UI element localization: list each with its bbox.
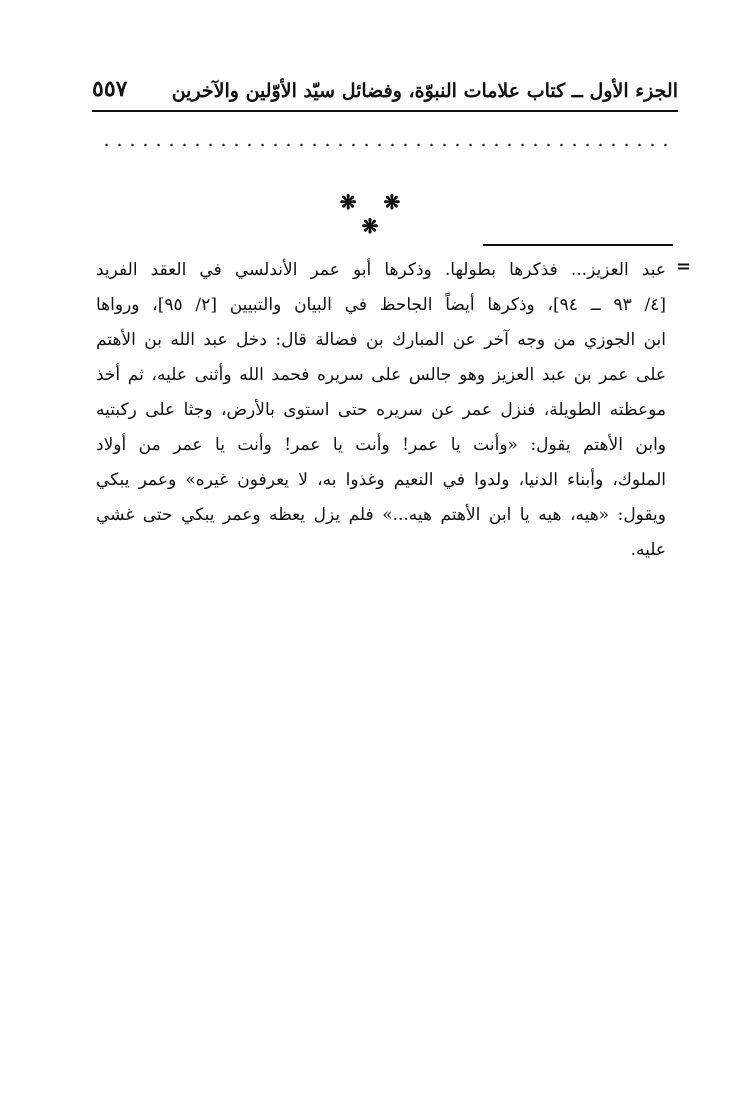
page-number: ٥٥٧ <box>92 76 128 102</box>
dotted-divider <box>100 143 672 147</box>
footnote-line-4: على عمر بن عبد العزيز وهو جالس على سريره فحمد الله وأثنى عليه، ثم أخذ <box>96 365 666 385</box>
footnote-line-9: عليه. <box>630 540 666 560</box>
footnote-line-7: الملوك، وأبناء الدنيا، ولدوا في النعيم وغذوا به، لا يعرفون غيره» وعمر يبكي <box>96 470 666 490</box>
page-header <box>92 70 678 112</box>
footnote-line-5: موعظته الطويلة، فنزل عمر عن سريره حتى استوى بالأرض، وجثا على ركبتيه <box>96 400 666 420</box>
footnote-line-3: ابن الجوزي من وجه آخر عن المبارك بن فضالة قال: دخل عبد الله بن الأهتم <box>96 330 666 350</box>
footnote-line-1: عبد العزيز... فذكرها بطولها. وذكرها أبو عمر الأندلسي في العقد الفريد <box>96 260 666 280</box>
footnote-text <box>96 253 666 568</box>
footnote-line-2: [٤/ ٩٣ ــ ٩٤]، وذكرها أيضاً الجاحظ في البيان والتبيين [٢/ ٩٥]، ورواها <box>96 295 666 315</box>
footnote-line-6: وابن الأهتم يقول: «وأنت يا عمر! وأنت يا عمر! وأنت يا عمر من أولاد <box>96 435 666 455</box>
section-separator-asterisks: ❋ ❋ ❋ <box>339 190 411 238</box>
footnote-line-8: ويقول: «هيه، هيه يا ابن الأهتم هيه...» فلم يزل يعظه وعمر يبكي حتى غشي <box>96 505 666 525</box>
running-header-title: الجزء الأول ــ كتاب علامات النبوّة، وفضائل سيّد الأوّلين والآخرين <box>171 80 678 102</box>
footnote-continuation-mark: = <box>676 256 692 277</box>
footnote-rule <box>483 244 673 246</box>
